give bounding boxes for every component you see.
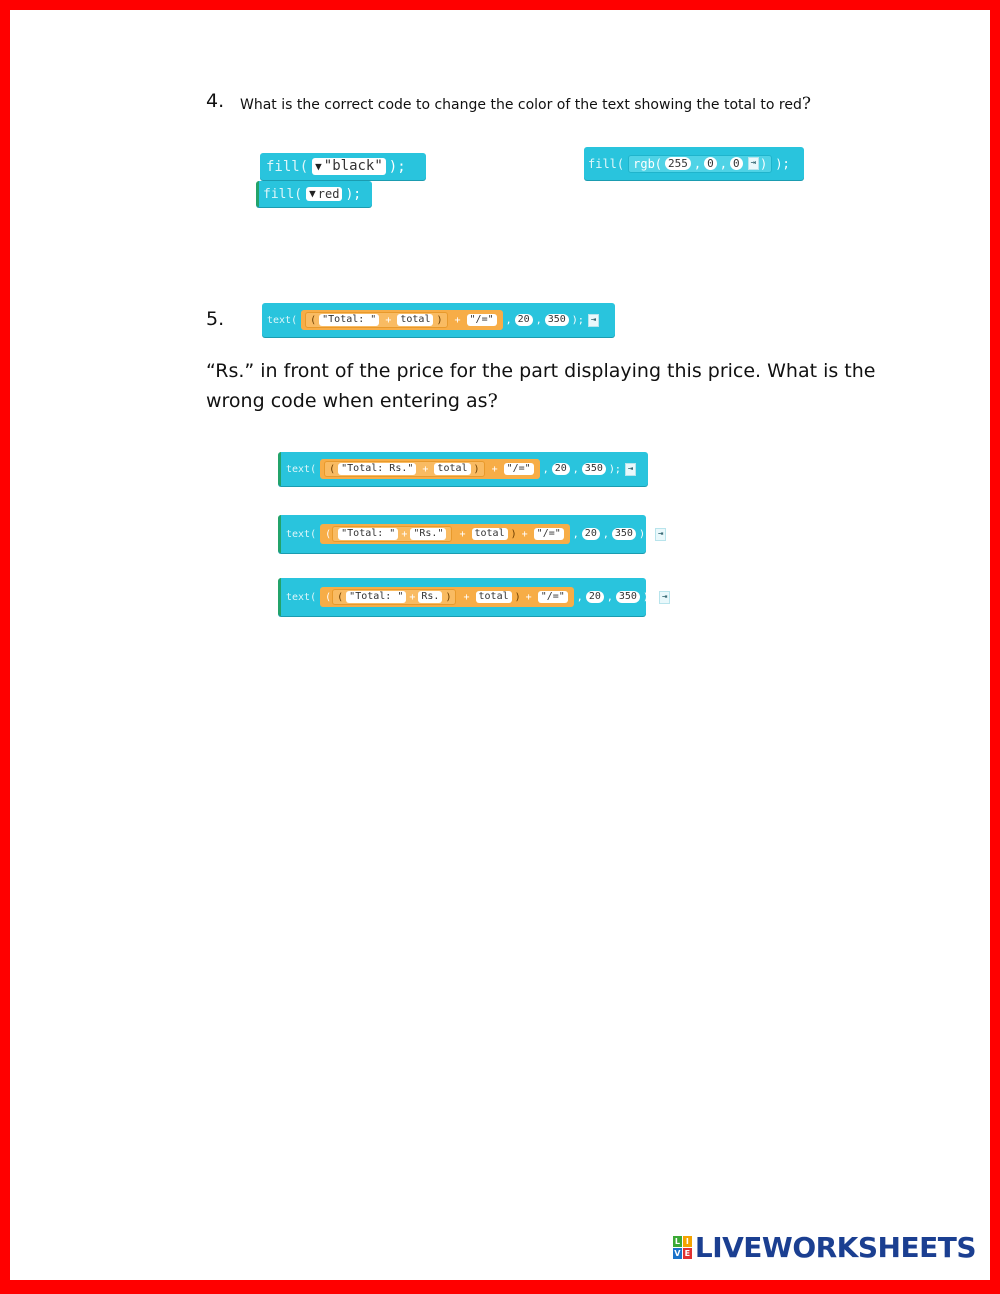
rgb-function-block xyxy=(628,155,772,173)
x-coordinate: 20 xyxy=(586,591,604,603)
y-coordinate: 350 xyxy=(616,591,640,603)
comma: , xyxy=(572,528,579,540)
text-keyword: text( xyxy=(286,528,317,540)
statement-end: ); xyxy=(642,591,655,603)
fill-keyword: fill( xyxy=(588,156,625,171)
question-4-qmark: ? xyxy=(801,94,812,114)
plus-operator: + xyxy=(409,591,416,603)
option-2-block[interactable] xyxy=(278,515,664,553)
comma: , xyxy=(576,591,583,603)
variable-total: total xyxy=(476,591,512,603)
plus-operator: + xyxy=(422,463,429,475)
terminator-icon: ⇥ xyxy=(748,157,759,170)
statement-end: ); xyxy=(388,158,406,175)
rgb-green-value[interactable]: 0 xyxy=(704,157,717,170)
comma: , xyxy=(535,314,542,326)
statement-end: ); xyxy=(638,528,651,540)
color-dropdown-black[interactable] xyxy=(312,158,386,175)
question-5-text-line-2 xyxy=(206,386,886,416)
inner-concat xyxy=(332,526,452,542)
terminator-icon: ⇥ xyxy=(655,528,666,541)
plus-operator: + xyxy=(491,463,498,475)
string-rs-unquoted: Rs. xyxy=(418,591,442,603)
inner-concat xyxy=(324,461,484,477)
variable-total: total xyxy=(397,314,433,326)
statement-end: ); xyxy=(608,463,621,475)
logo-letter-e: E xyxy=(684,1249,691,1258)
question-4-text xyxy=(240,94,811,114)
string-suffix: "/=" xyxy=(538,591,568,603)
close-paren: ) xyxy=(445,591,452,603)
text-keyword: text( xyxy=(267,314,298,326)
y-coordinate: 350 xyxy=(612,528,636,540)
plus-operator: + xyxy=(525,591,532,603)
plus-operator: + xyxy=(385,314,392,326)
comma: , xyxy=(505,314,512,326)
close-paren: ) xyxy=(760,156,768,171)
logo-letter-v: V xyxy=(674,1249,681,1258)
open-paren: ( xyxy=(310,314,317,326)
close-paren: ) xyxy=(514,591,521,603)
string-suffix: "/=" xyxy=(504,463,534,475)
terminator-icon: ⇥ xyxy=(659,591,670,604)
question-4-number: 4. xyxy=(206,90,225,112)
concat-block xyxy=(320,524,570,544)
terminator-icon: ⇥ xyxy=(625,463,636,476)
string-total: "Total: " xyxy=(319,314,379,326)
comma: , xyxy=(719,156,727,171)
statement-end: ); xyxy=(775,156,790,171)
plus-operator: + xyxy=(401,528,408,540)
string-total: "Total: " xyxy=(346,591,406,603)
inner-concat xyxy=(332,589,456,605)
liveworksheets-logo xyxy=(673,1231,976,1264)
question-5-qmark: ? xyxy=(487,390,498,412)
variable-total: total xyxy=(472,528,508,540)
question-4-text-body: What is the correct code to change the color of the text showing the total to red xyxy=(240,97,802,113)
comma: , xyxy=(602,528,609,540)
string-suffix: "/=" xyxy=(534,528,564,540)
open-paren: ( xyxy=(325,591,332,603)
comma: , xyxy=(572,463,579,475)
question-5-number: 5. xyxy=(206,308,225,330)
open-paren: ( xyxy=(325,528,332,540)
variable-total: total xyxy=(434,463,470,475)
logo-letter-l: L xyxy=(674,1237,680,1246)
rgb-keyword: rgb( xyxy=(633,156,663,171)
color-value-red: red xyxy=(317,186,340,201)
fill-keyword: fill( xyxy=(266,158,309,175)
plus-operator: + xyxy=(454,314,461,326)
question-5-text-line-1: “Rs.” in front of the price for the part displaying this price. What is the xyxy=(206,360,876,382)
question-5-text xyxy=(206,356,886,416)
y-coordinate: 350 xyxy=(545,314,569,326)
inner-concat xyxy=(305,312,447,328)
option-3-block[interactable] xyxy=(278,578,668,616)
plus-operator: + xyxy=(463,591,470,603)
close-paren: ) xyxy=(473,463,480,475)
plus-operator: + xyxy=(459,528,466,540)
text-keyword: text( xyxy=(286,463,317,475)
logo-text: LIVEWORKSHEETS xyxy=(694,1231,976,1264)
logo-mark-icon xyxy=(673,1236,692,1259)
string-suffix: "/=" xyxy=(467,314,497,326)
question-5-prompt-block xyxy=(262,303,615,337)
comma: , xyxy=(606,591,613,603)
concat-block xyxy=(320,459,540,479)
x-coordinate: 20 xyxy=(582,528,600,540)
string-total: "Total: " xyxy=(338,528,398,540)
string-total-rs: "Total: Rs." xyxy=(338,463,416,475)
string-rs: "Rs." xyxy=(410,528,446,540)
rgb-red-value[interactable]: 255 xyxy=(665,157,691,170)
fill-keyword: fill( xyxy=(263,186,303,202)
logo-letter-i: I xyxy=(683,1236,692,1247)
answer-block-fill-black[interactable] xyxy=(260,153,426,180)
question-5-text-line-2-body: wrong code when entering as xyxy=(206,390,488,412)
color-dropdown-red[interactable] xyxy=(306,187,342,201)
text-keyword: text( xyxy=(286,591,317,603)
answer-block-fill-rgb[interactable] xyxy=(584,147,804,180)
dropdown-arrow-icon: ▼ xyxy=(309,187,316,201)
terminator-icon: ⇥ xyxy=(588,314,599,327)
statement-end: ); xyxy=(571,314,584,326)
close-paren: ) xyxy=(510,528,517,540)
comma: , xyxy=(693,156,702,171)
color-value-black: "black" xyxy=(323,158,383,175)
plus-operator: + xyxy=(521,528,528,540)
close-paren: ) xyxy=(436,314,443,326)
open-paren: ( xyxy=(337,591,344,603)
x-coordinate: 20 xyxy=(515,314,533,326)
dropdown-arrow-icon: ▼ xyxy=(315,159,322,173)
statement-end: ); xyxy=(345,186,362,202)
concat-block xyxy=(301,310,503,330)
option-1-block[interactable] xyxy=(278,452,648,486)
open-paren: ( xyxy=(329,463,336,475)
y-coordinate: 350 xyxy=(582,463,606,475)
concat-block xyxy=(320,587,574,607)
comma: , xyxy=(542,463,549,475)
answer-block-fill-red[interactable] xyxy=(256,181,372,207)
x-coordinate: 20 xyxy=(552,463,570,475)
rgb-blue-value[interactable]: 0 xyxy=(730,157,743,170)
